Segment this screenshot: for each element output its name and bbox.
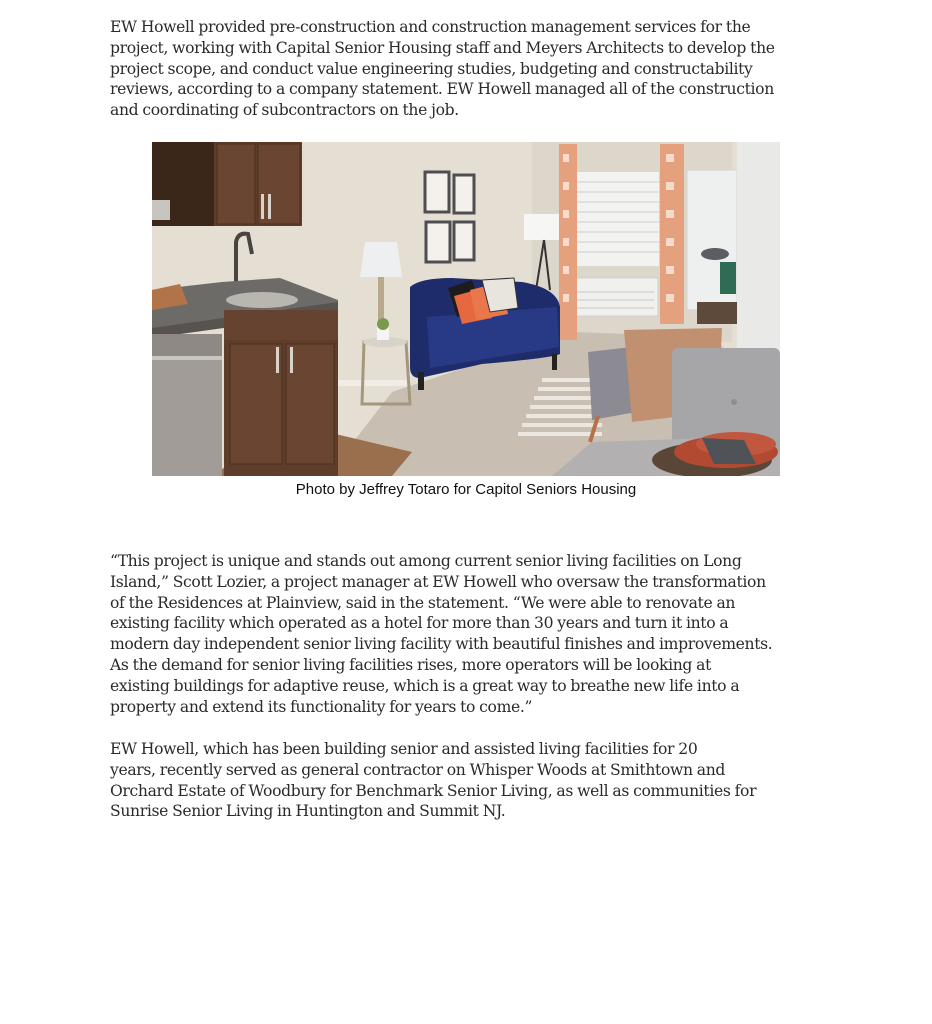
text-line: existing buildings for adaptive reuse, which is a great way to breathe new life into a <box>110 676 740 695</box>
text-line: EW Howell, which has been building senior and assisted living facilities for 20 <box>110 740 698 758</box>
text-line: As the demand for senior living facilities rises, more operators will be looking at <box>110 655 712 674</box>
text-line: and coordinating of subcontractors on the job. <box>110 101 459 120</box>
text-line: project scope, and conduct value engineering studies, budgeting and constructability <box>110 59 753 78</box>
text-line: modern day independent senior living facility with beautiful finishes and improvements. <box>110 635 773 654</box>
apartment-interior-photo <box>152 142 780 476</box>
text-line: EW Howell provided pre-construction and construction management services for the <box>110 18 751 36</box>
paragraph-quote <box>110 551 830 717</box>
text-line: years, recently served as general contractor on Whisper Woods at Smithtown and <box>110 760 726 779</box>
text-line: existing facility which operated as a hotel for more than 30 years and turn it into a <box>110 614 729 633</box>
text-line: Island,” Scott Lozier, a project manager at EW Howell who oversaw the transformation <box>110 572 766 591</box>
text-line: Sunrise Senior Living in Huntington and Summit NJ. <box>110 802 506 821</box>
text-line: Orchard Estate of Woodbury for Benchmark Senior Living, as well as communities for <box>110 781 757 800</box>
text-line: reviews, according to a company statement. EW Howell managed all of the construction <box>110 80 774 99</box>
text-line: “This project is unique and stands out among current senior living facilities on Long <box>110 552 742 570</box>
photo-caption: Photo by Jeffrey Totaro for Capitol Seniors Housing <box>295 481 637 498</box>
paragraph-company-background <box>110 739 830 822</box>
paragraph-project-services <box>110 17 830 121</box>
text-line: project, working with Capital Senior Housing staff and Meyers Architects to develop the <box>110 38 775 57</box>
text-line: property and extend its functionality for years to come.” <box>110 697 533 716</box>
text-line: of the Residences at Plainview, said in the statement. “We were able to renovate an <box>110 593 736 612</box>
